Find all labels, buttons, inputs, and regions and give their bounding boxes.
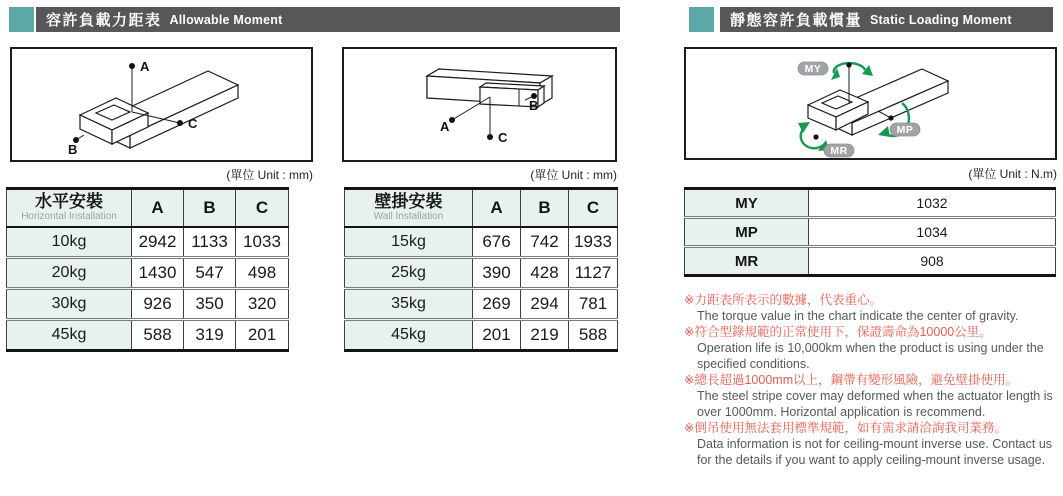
table-title-cell	[345, 189, 473, 227]
value-cell: 588	[132, 320, 184, 351]
table-title-en: Wall Installation	[373, 211, 444, 223]
section-header-allowable-moment	[36, 7, 620, 32]
section-title-zh: 靜態容許負載慣量	[730, 12, 863, 29]
table-row	[345, 289, 618, 320]
unit-label-mm-2: (單位 Unit : mm)	[530, 168, 617, 182]
point-c-label: C	[498, 130, 508, 145]
value-cell: 742	[521, 227, 569, 258]
note-en: Operation life is 10,000km when the product is using under the specified conditions.	[697, 341, 1044, 371]
note-en: The torque value in the chart indicate the center of gravity.	[697, 309, 1019, 323]
value-cell: 781	[569, 289, 618, 320]
moment-value-cell: 1032	[809, 189, 1056, 218]
table-row	[345, 320, 618, 351]
table-title-en: Horizontal Installation	[21, 211, 117, 223]
point-a-label: A	[140, 59, 150, 74]
horizontal-actuator-drawing	[12, 49, 311, 160]
value-cell: 269	[473, 289, 521, 320]
value-cell: 350	[184, 289, 236, 320]
point-b-label: B	[529, 98, 539, 113]
value-cell: 547	[184, 258, 236, 289]
value-cell: 201	[236, 320, 289, 351]
table-row	[685, 218, 1056, 247]
table-row	[7, 289, 289, 320]
section-header-static-moment	[720, 7, 1053, 32]
table-row	[345, 227, 618, 258]
value-cell: 498	[236, 258, 289, 289]
moment-label-cell: MP	[685, 218, 809, 247]
column-header-a: A	[132, 189, 184, 227]
load-cell: 45kg	[345, 320, 473, 351]
point-a-label: A	[440, 119, 450, 134]
value-cell: 1127	[569, 258, 618, 289]
value-cell: 219	[521, 320, 569, 351]
column-header-b: B	[184, 189, 236, 227]
accent-square-right	[689, 7, 714, 32]
note-zh: ※總長超過1000mm以上，鋼帶有變形風險，避免壁掛使用。	[684, 373, 1019, 387]
unit-label-mm-1: (單位 Unit : mm)	[226, 168, 313, 182]
table-row	[7, 320, 289, 351]
point-b-label: B	[68, 142, 78, 157]
horizontal-installation-table	[6, 187, 289, 352]
load-cell: 25kg	[345, 258, 473, 289]
unit-label-nm: (單位 Unit : N.m)	[968, 167, 1057, 181]
wall-actuator-drawing	[344, 49, 615, 160]
column-header-c: C	[236, 189, 289, 227]
value-cell: 319	[184, 320, 236, 351]
moment-value-cell: 1034	[809, 218, 1056, 247]
table-row	[345, 258, 618, 289]
table-title-cell	[7, 189, 132, 227]
note-zh: ※力距表所表示的數據，代表重心。	[684, 293, 882, 307]
note-zh: ※符合型錄規範的正常使用下，保證壽命為10000公里。	[684, 325, 992, 339]
load-cell: 20kg	[7, 258, 132, 289]
mp-badge-label: MP	[896, 124, 914, 136]
footnotes	[684, 292, 1063, 468]
load-cell: 15kg	[345, 227, 473, 258]
load-cell: 35kg	[345, 289, 473, 320]
static-moment-table	[684, 187, 1056, 277]
value-cell: 201	[473, 320, 521, 351]
value-cell: 926	[132, 289, 184, 320]
value-cell: 1133	[184, 227, 236, 258]
diagram-static-moment	[684, 47, 1057, 160]
moment-value-cell: 908	[809, 247, 1056, 276]
value-cell: 320	[236, 289, 289, 320]
table-title-zh: 水平安裝	[35, 192, 103, 212]
moment-label-cell: MR	[685, 247, 809, 276]
table-row	[7, 258, 289, 289]
moment-axes-drawing	[686, 49, 1055, 158]
value-cell: 390	[473, 258, 521, 289]
value-cell: 294	[521, 289, 569, 320]
value-cell: 588	[569, 320, 618, 351]
load-cell: 30kg	[7, 289, 132, 320]
column-header-c: C	[569, 189, 618, 227]
value-cell: 1430	[132, 258, 184, 289]
table-row	[7, 227, 289, 258]
section-title-en: Allowable Moment	[169, 12, 283, 27]
accent-square-left	[9, 7, 34, 32]
value-cell: 2942	[132, 227, 184, 258]
table-title-zh: 壁掛安裝	[374, 192, 443, 212]
note-zh: ※倒吊使用無法套用標準規範，如有需求請洽詢我司業務。	[684, 421, 1007, 435]
section-title-zh: 容許負載力距表	[46, 12, 162, 29]
diagram-wall-installation	[342, 47, 617, 162]
column-header-b: B	[521, 189, 569, 227]
my-badge-label: MY	[804, 63, 822, 75]
value-cell: 428	[521, 258, 569, 289]
value-cell: 1933	[569, 227, 618, 258]
wall-installation-table	[344, 187, 618, 352]
note-en: Data information is not for ceiling-mount inverse use. Contact us for the details if you want to apply ceiling-mount inverse usage.	[697, 437, 1053, 467]
point-c-label: C	[188, 116, 198, 131]
value-cell: 676	[473, 227, 521, 258]
moment-label-cell: MY	[685, 189, 809, 218]
diagram-horizontal-installation	[10, 47, 313, 162]
table-row	[685, 247, 1056, 276]
column-header-a: A	[473, 189, 521, 227]
load-cell: 10kg	[7, 227, 132, 258]
section-title-en: Static Loading Moment	[870, 12, 1012, 27]
value-cell: 1033	[236, 227, 289, 258]
load-cell: 45kg	[7, 320, 132, 351]
mr-badge-label: MR	[830, 145, 848, 157]
table-row	[685, 189, 1056, 218]
note-en: The steel stripe cover may deformed when the actuator length is over 1000mm. Horizontal application is recommend.	[697, 389, 1053, 419]
